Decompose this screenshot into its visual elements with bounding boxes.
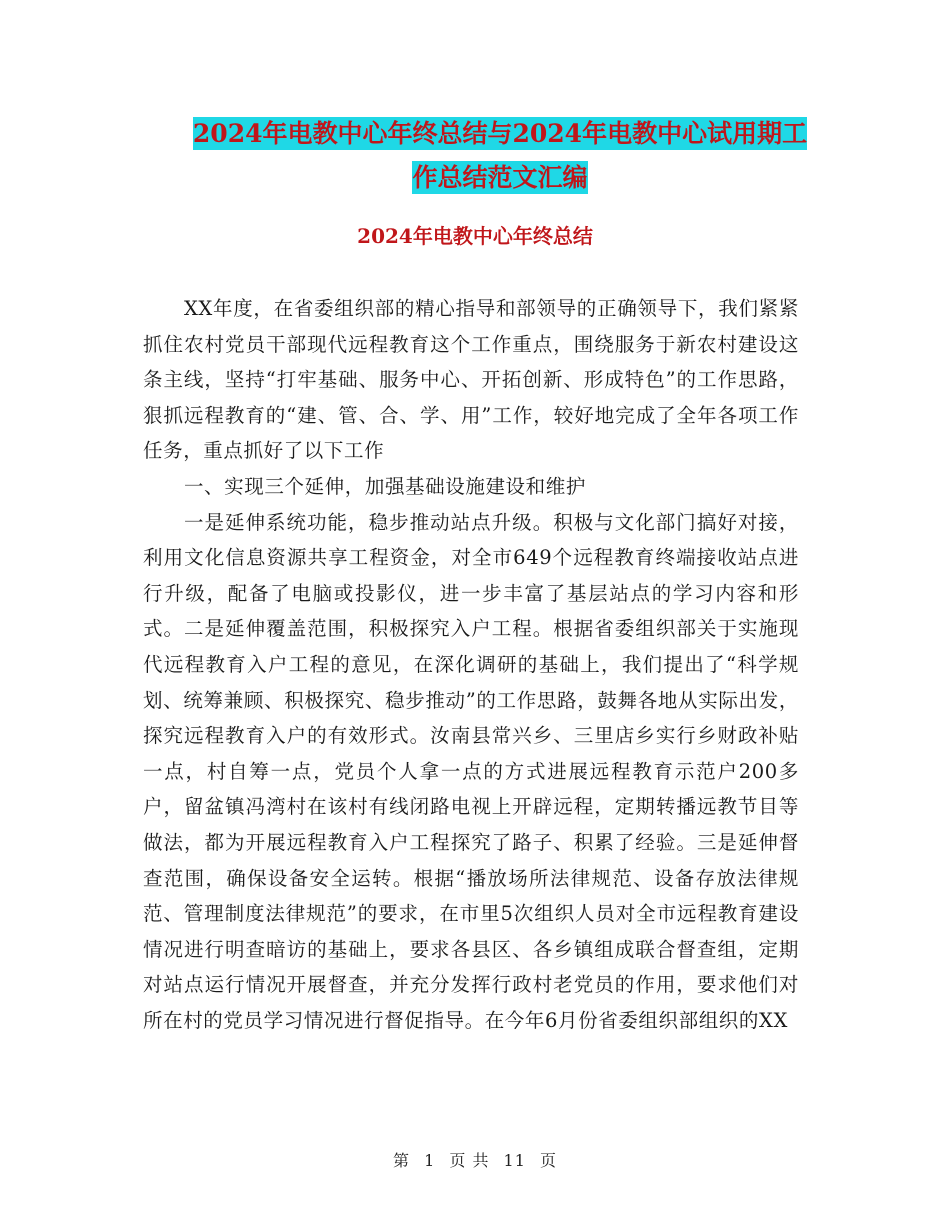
footer-suffix: 页 [540, 1151, 558, 1170]
footer-prefix: 第 [392, 1151, 410, 1170]
document-title-line-1: 2024年电教中心年终总结与2024年电教中心试用期工 [192, 119, 808, 148]
section-title: 2024年电教中心年终总结 [357, 224, 593, 248]
paragraph-intro: XX年度，在省委组织部的精心指导和部领导的正确领导下，我们紧紧抓住农村党员干部现代远程教育这个工作重点，围绕服务于新农村建设这条主线，坚持“打牢基础、服务中心、开拓创新、形成特色”的工作思路，狠抓远程教育的“建、管、合、学、用”工作，较好地完成了全年各项工作任务，重点抓好了以下工作 [143, 297, 799, 463]
document-title-line-2: 作总结范文汇编 [412, 163, 588, 192]
document-title [140, 112, 860, 200]
paragraph-body-1: 一是延伸系统功能，稳步推动站点升级。积极与文化部门搞好对接，利用文化信息资源共享工程资金，对全市649个远程教育终端接收站点进行升级，配备了电脑或投影仪，进一步丰富了基层站点的学习内容和形式。二是延伸覆盖范围，积极探究入户工程。根据省委组织部关于实施现代远程教育入户工程的意见，在深化调研的基础上，我们提出了“科学规划、统筹兼顾、积极探究、稳步推动”的工作思路，鼓舞各地从实际出发，探究远程教育入户的有效形式。汝南县常兴乡、三里店乡实行乡财政补贴一点，村自筹一点，党员个人拿一点的方式进展远程教育示范户200多户，留盆镇冯湾村在该村有线闭路电视上开辟远程，定期转播远教节目等做法，都为开展远程教育入户工程探究了路子、积累了经验。三是延伸督查范围，确保设备安全运转。根据“播放场所法律规范、设备存放法律规范、管理制度法律规范”的要求，在市里5次组织人员对全市远程教育建设情况进行明查暗访的基础上，要求各县区、各乡镇组成联合督查组，定期对站点运行情况开展督查，并充分发挥行政村老党员的作用，要求他们对所在村的党员学习情况进行督促指导。在今年6月份省委组织部组织的XX [143, 510, 799, 1032]
footer-middle: 页 共 [449, 1151, 490, 1170]
footer-current-page: 1 [424, 1151, 436, 1170]
page-footer [0, 1148, 950, 1171]
footer-total-pages: 11 [503, 1151, 526, 1170]
paragraph-heading-1: 一、实现三个延伸，加强基础设施建设和维护 [183, 474, 586, 498]
document-body [143, 291, 799, 1038]
